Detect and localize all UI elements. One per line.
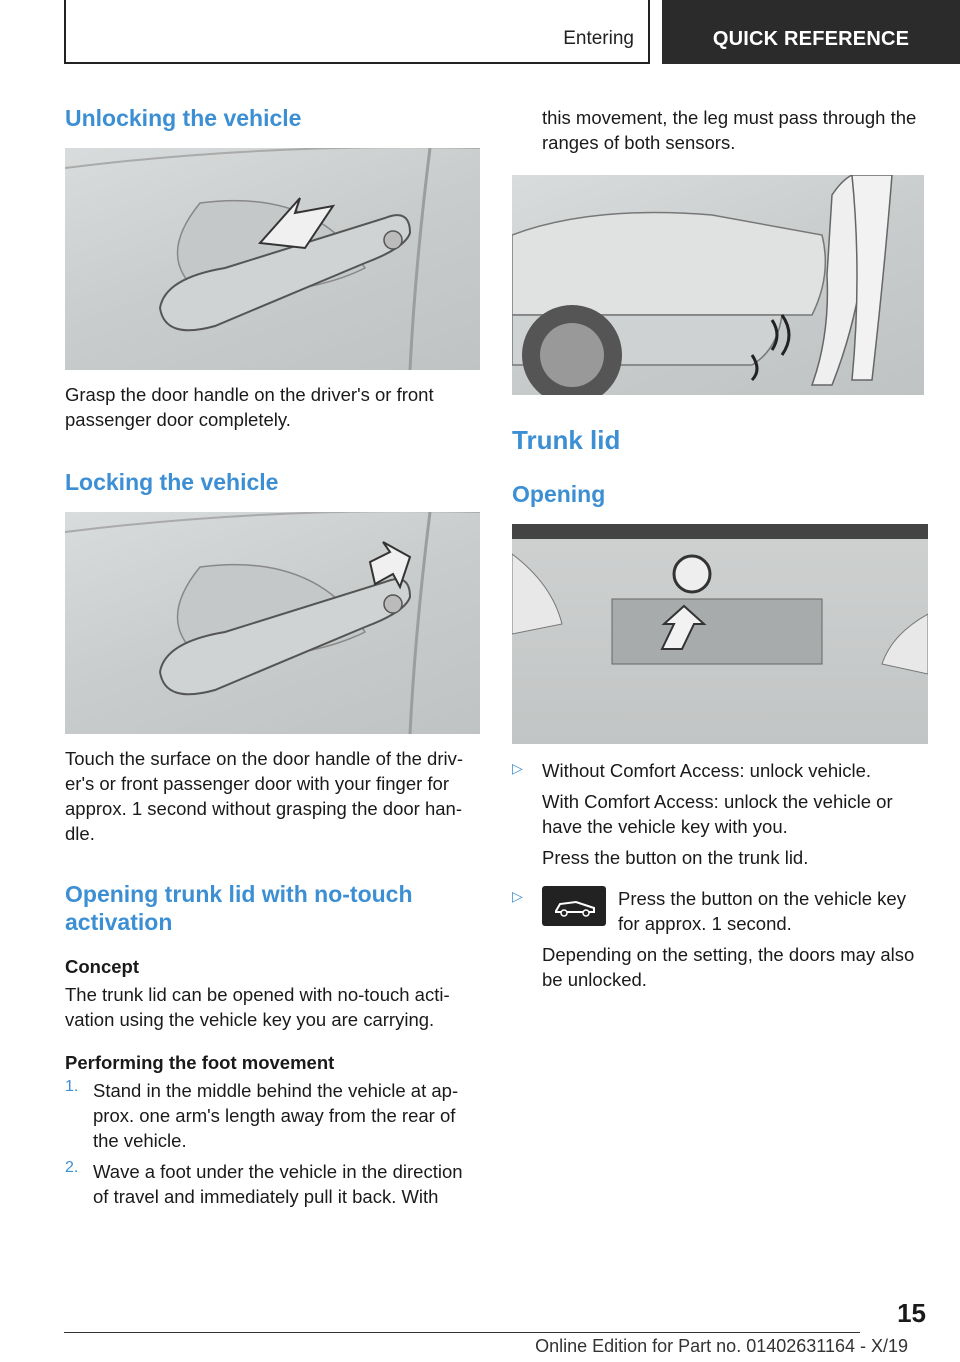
unlock-text: Grasp the door handle on the driver's or front passenger door completely. <box>65 384 434 430</box>
trunk-lid-heading: Trunk lid <box>512 425 621 455</box>
bullet-text: With Comfort Access: unlock the vehicle or have the vehicle key with you. <box>542 791 893 837</box>
trunk-plate-illustration <box>512 524 928 744</box>
door-handle-illustration <box>65 148 480 370</box>
bullet-text: Press the button on the vehicle key for approx. 1 second. <box>618 888 906 934</box>
foot-movement-illustration <box>512 175 924 395</box>
lock-door-handle-figure <box>65 512 480 734</box>
header-section-title: Entering <box>563 28 634 49</box>
footer-edition: Online Edition for Part no. 01402631164 - X/19 <box>535 1336 908 1356</box>
foot-movement-label: Performing the foot movement <box>65 1052 335 1073</box>
opening-heading: Opening <box>512 481 606 507</box>
notouch-heading: Opening trunk lid with no-touch activation <box>65 881 413 935</box>
left-column <box>65 100 480 1209</box>
key-button-row <box>542 886 928 936</box>
trunk-button-figure <box>512 524 928 744</box>
bullet-text: Press the button on the trunk lid. <box>542 847 809 868</box>
step-number: 1. <box>65 1078 79 1095</box>
step-item <box>65 1159 480 1209</box>
car-icon-glyph <box>542 886 606 926</box>
unlocking-heading: Unlocking the vehicle <box>65 105 302 131</box>
lock-text: Touch the surface on the door handle of the driv-er's or front passenger door with your finger for approx. 1 second without grasping the door han-dle. <box>65 748 464 844</box>
step-number: 2. <box>65 1159 79 1176</box>
concept-label: Concept <box>65 956 139 977</box>
trunk-bullet-2 <box>512 886 928 992</box>
car-trunk-key-icon <box>542 886 606 926</box>
trunk-bullet-1 <box>512 758 928 870</box>
bullet-marker: ▷ <box>512 888 523 904</box>
step-text: Stand in the middle behind the vehicle at ap-prox. one arm's length away from the rear of the vehicle. <box>93 1080 459 1151</box>
concept-text: The trunk lid can be opened with no-touch acti-vation using the vehicle key you are carrying. <box>65 984 450 1030</box>
footer-divider <box>64 1332 860 1333</box>
quick-reference-label: QUICK REFERENCE <box>712 27 910 50</box>
no-touch-trunk-figure <box>512 175 924 395</box>
bullet-text: Without Comfort Access: unlock vehicle. <box>542 760 872 781</box>
door-handle-touch-illustration <box>65 512 480 734</box>
page-number: 15 <box>897 1298 926 1328</box>
continued-text: this movement, the leg must pass through the ranges of both sensors. <box>542 107 917 153</box>
step-text: Wave a foot under the vehicle in the direction of travel and immediately pull it back. With <box>93 1161 463 1207</box>
bullet-marker: ▷ <box>512 760 523 776</box>
unlock-door-handle-figure <box>65 148 480 370</box>
bullet-text: Depending on the setting, the doors may also be unlocked. <box>542 944 915 990</box>
right-column <box>512 100 928 992</box>
locking-heading: Locking the vehicle <box>65 469 279 495</box>
header-frame <box>64 0 650 64</box>
step-item <box>65 1078 480 1153</box>
quick-reference-tab[interactable] <box>662 0 960 64</box>
